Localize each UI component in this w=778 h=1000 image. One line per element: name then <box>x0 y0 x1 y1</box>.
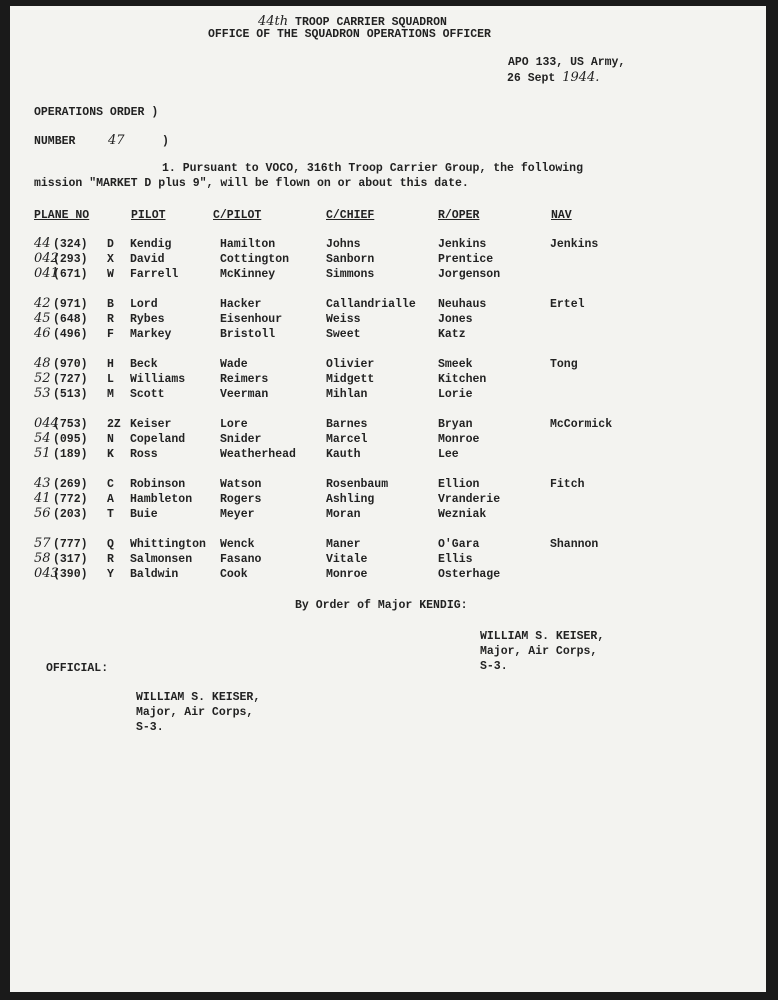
table-cell-chief: Sanborn <box>326 253 375 266</box>
table-cell-copilot: Meyer <box>220 508 255 521</box>
operations-order-label: OPERATIONS ORDER ) <box>34 106 159 119</box>
table-cell-num: 48 <box>34 356 51 371</box>
table-cell-letter: R <box>107 313 114 326</box>
table-cell-chief: Vitale <box>326 553 368 566</box>
table-cell-nav: Jenkins <box>550 238 599 251</box>
table-cell-radio: Prentice <box>438 253 494 266</box>
table-cell-serial: (390) <box>53 568 88 581</box>
table-cell-letter: N <box>107 433 114 446</box>
official-label: OFFICIAL: <box>46 662 109 675</box>
table-cell-pilot: Markey <box>130 328 172 341</box>
table-cell-copilot: Rogers <box>220 493 262 506</box>
official-name: WILLIAM S. KEISER, <box>136 691 261 704</box>
table-cell-letter: X <box>107 253 114 266</box>
table-cell-pilot: David <box>130 253 165 266</box>
table-cell-letter: M <box>107 388 114 401</box>
table-cell-serial: (727) <box>53 373 88 386</box>
squadron-title: 44th TROOP CARRIER SQUADRON <box>258 14 447 29</box>
table-cell-letter: D <box>107 238 114 251</box>
table-cell-copilot: McKinney <box>220 268 276 281</box>
table-cell-chief: Ashling <box>326 493 375 506</box>
table-cell-chief: Midgett <box>326 373 375 386</box>
table-header: NAV <box>551 209 572 222</box>
table-cell-radio: Wezniak <box>438 508 487 521</box>
table-cell-chief: Olivier <box>326 358 375 371</box>
table-cell-num: 52 <box>34 371 51 386</box>
table-cell-letter: 2Z <box>107 418 121 431</box>
table-cell-pilot: Lord <box>130 298 158 311</box>
table-cell-num: 46 <box>34 326 51 341</box>
table-cell-radio: Neuhaus <box>438 298 487 311</box>
table-cell-letter: W <box>107 268 114 281</box>
table-cell-pilot: Williams <box>130 373 186 386</box>
table-cell-num: 57 <box>34 536 51 551</box>
table-cell-copilot: Fasano <box>220 553 262 566</box>
table-cell-serial: (496) <box>53 328 88 341</box>
table-cell-copilot: Lore <box>220 418 248 431</box>
table-cell-pilot: Buie <box>130 508 158 521</box>
table-cell-copilot: Eisenhour <box>220 313 283 326</box>
table-cell-nav: McCormick <box>550 418 613 431</box>
table-cell-num: 44 <box>34 236 51 251</box>
table-cell-serial: (293) <box>53 253 88 266</box>
table-cell-copilot: Cottington <box>220 253 290 266</box>
table-cell-num: 43 <box>34 476 51 491</box>
table-cell-num: 042 <box>34 251 59 266</box>
table-header: C/PILOT <box>213 209 262 222</box>
table-cell-letter: K <box>107 448 114 461</box>
table-cell-chief: Maner <box>326 538 361 551</box>
apo-line: APO 133, US Army, <box>508 56 626 69</box>
table-cell-pilot: Scott <box>130 388 165 401</box>
table-cell-nav: Tong <box>550 358 578 371</box>
table-cell-num: 42 <box>34 296 51 311</box>
document-page <box>10 6 766 992</box>
table-cell-radio: Ellis <box>438 553 473 566</box>
table-cell-nav: Fitch <box>550 478 585 491</box>
table-cell-letter: H <box>107 358 114 371</box>
table-cell-copilot: Wade <box>220 358 248 371</box>
table-cell-copilot: Wenck <box>220 538 255 551</box>
table-cell-copilot: Veerman <box>220 388 269 401</box>
paragraph-line-2: mission "MARKET D plus 9", will be flown on or about this date. <box>34 177 469 190</box>
table-cell-serial: (971) <box>53 298 88 311</box>
table-cell-num: 54 <box>34 431 51 446</box>
table-cell-num: 45 <box>34 311 51 326</box>
table-cell-pilot: Hambleton <box>130 493 193 506</box>
table-cell-radio: Bryan <box>438 418 473 431</box>
table-cell-chief: Barnes <box>326 418 368 431</box>
table-cell-serial: (513) <box>53 388 88 401</box>
table-cell-chief: Simmons <box>326 268 375 281</box>
table-cell-pilot: Ross <box>130 448 158 461</box>
table-cell-copilot: Hamilton <box>220 238 276 251</box>
table-cell-chief: Johns <box>326 238 361 251</box>
table-cell-radio: O'Gara <box>438 538 480 551</box>
table-cell-chief: Moran <box>326 508 361 521</box>
table-cell-num: 51 <box>34 446 51 461</box>
table-cell-serial: (189) <box>53 448 88 461</box>
table-cell-nav: Ertel <box>550 298 585 311</box>
table-cell-nav: Shannon <box>550 538 599 551</box>
table-cell-pilot: Baldwin <box>130 568 179 581</box>
table-cell-pilot: Kendig <box>130 238 172 251</box>
table-cell-radio: Lee <box>438 448 459 461</box>
table-cell-radio: Jones <box>438 313 473 326</box>
table-cell-radio: Ellion <box>438 478 480 491</box>
table-cell-num: 044 <box>34 416 59 431</box>
official-rank: Major, Air Corps, <box>136 706 254 719</box>
table-header: PLANE NO <box>34 209 90 222</box>
table-header: C/CHIEF <box>326 209 375 222</box>
table-cell-num: 56 <box>34 506 51 521</box>
signer-rank: Major, Air Corps, <box>480 645 598 658</box>
table-cell-serial: (324) <box>53 238 88 251</box>
table-cell-chief: Marcel <box>326 433 368 446</box>
table-cell-letter: L <box>107 373 114 386</box>
table-cell-letter: F <box>107 328 114 341</box>
table-cell-pilot: Salmonsen <box>130 553 193 566</box>
signer-title: S-3. <box>480 660 508 673</box>
office-title: OFFICE OF THE SQUADRON OPERATIONS OFFICER <box>208 28 491 41</box>
table-cell-letter: C <box>107 478 114 491</box>
table-cell-serial: (772) <box>53 493 88 506</box>
table-cell-serial: (648) <box>53 313 88 326</box>
table-cell-copilot: Snider <box>220 433 262 446</box>
table-cell-radio: Osterhage <box>438 568 501 581</box>
table-cell-radio: Monroe <box>438 433 480 446</box>
number-label: NUMBER <box>34 135 76 148</box>
table-cell-letter: R <box>107 553 114 566</box>
table-cell-serial: (753) <box>53 418 88 431</box>
table-cell-pilot: Robinson <box>130 478 186 491</box>
table-cell-serial: (777) <box>53 538 88 551</box>
paragraph-line-1: 1. Pursuant to VOCO, 316th Troop Carrier Group, the following <box>162 162 583 175</box>
table-cell-copilot: Hacker <box>220 298 262 311</box>
table-cell-pilot: Copeland <box>130 433 186 446</box>
table-cell-letter: Q <box>107 538 114 551</box>
signer-name: WILLIAM S. KEISER, <box>480 630 605 643</box>
table-cell-serial: (269) <box>53 478 88 491</box>
table-header: PILOT <box>131 209 166 222</box>
table-cell-letter: Y <box>107 568 114 581</box>
table-cell-pilot: Beck <box>130 358 158 371</box>
table-cell-chief: Weiss <box>326 313 361 326</box>
table-cell-num: 41 <box>34 491 51 506</box>
table-cell-radio: Kitchen <box>438 373 487 386</box>
table-cell-num: 53 <box>34 386 51 401</box>
order-number: 47 <box>108 133 125 148</box>
table-cell-copilot: Bristoll <box>220 328 276 341</box>
table-cell-num: 043 <box>34 566 59 581</box>
table-cell-chief: Mihlan <box>326 388 368 401</box>
table-cell-radio: Jenkins <box>438 238 487 251</box>
table-cell-copilot: Watson <box>220 478 262 491</box>
table-cell-serial: (671) <box>53 268 88 281</box>
table-cell-serial: (970) <box>53 358 88 371</box>
table-cell-letter: B <box>107 298 114 311</box>
table-cell-serial: (203) <box>53 508 88 521</box>
table-cell-copilot: Reimers <box>220 373 269 386</box>
table-cell-copilot: Cook <box>220 568 248 581</box>
table-cell-copilot: Weatherhead <box>220 448 296 461</box>
table-cell-pilot: Rybes <box>130 313 165 326</box>
table-cell-chief: Callandrialle <box>326 298 416 311</box>
by-order-line: By Order of Major KENDIG: <box>295 599 468 612</box>
table-cell-chief: Monroe <box>326 568 368 581</box>
table-cell-letter: T <box>107 508 114 521</box>
table-cell-chief: Rosenbaum <box>326 478 389 491</box>
number-paren: ) <box>162 135 169 148</box>
date-line: 26 Sept 1944. <box>507 70 600 85</box>
table-cell-radio: Smeek <box>438 358 473 371</box>
table-cell-chief: Kauth <box>326 448 361 461</box>
table-header: R/OPER <box>438 209 480 222</box>
table-cell-radio: Vranderie <box>438 493 501 506</box>
table-cell-radio: Katz <box>438 328 466 341</box>
table-cell-serial: (095) <box>53 433 88 446</box>
table-cell-pilot: Whittington <box>130 538 206 551</box>
table-cell-pilot: Farrell <box>130 268 179 281</box>
table-cell-serial: (317) <box>53 553 88 566</box>
table-cell-radio: Lorie <box>438 388 473 401</box>
table-cell-chief: Sweet <box>326 328 361 341</box>
table-cell-letter: A <box>107 493 114 506</box>
table-cell-pilot: Keiser <box>130 418 172 431</box>
official-title: S-3. <box>136 721 164 734</box>
table-cell-num: 041 <box>34 266 59 281</box>
table-cell-radio: Jorgenson <box>438 268 501 281</box>
table-cell-num: 58 <box>34 551 51 566</box>
